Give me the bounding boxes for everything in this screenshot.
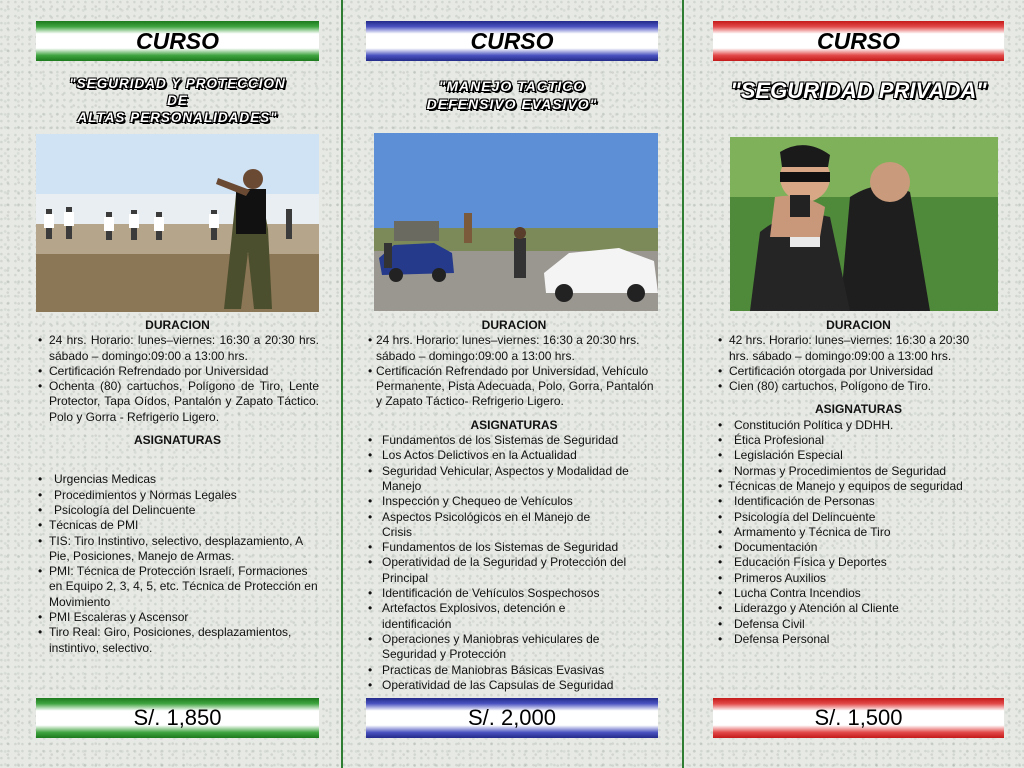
- list-item: • Procedimientos y Normas Legales: [36, 488, 319, 503]
- list-item: • PMI Escaleras y Ascensor: [36, 610, 319, 625]
- list-item: • Inspección y Chequeo de Vehículos: [366, 494, 662, 509]
- course-title-line: "MANEJO TACTICO: [438, 78, 586, 94]
- duracion-heading: DURACION: [145, 318, 210, 332]
- list-item: • TIS: Tiro Instintivo, selectivo, desplazamiento, A Pie, Posiciones, Manejo de Armas.: [36, 534, 319, 565]
- list-item: • Operaciones y Maniobras vehiculares de Seguridad y Protección: [366, 632, 662, 663]
- list-item: • Psicología del Delincuente: [36, 503, 319, 518]
- list-item: • Certificación Refrendado por Universidad, Vehículo Permanente, Pista Adecuada, Polo, Gorra, Pantalón y Zapato Táctico- Refrigerio Ligero.: [366, 364, 662, 410]
- bodyguards-photo: [730, 137, 998, 311]
- list-item: • Artefactos Explosivos, detención e identificación: [366, 601, 662, 632]
- course-title-line: DE: [167, 93, 188, 108]
- course-header-bar: [366, 21, 658, 61]
- duracion-list: [713, 333, 1004, 394]
- list-item: • Armamento y Técnica de Tiro: [716, 525, 1004, 540]
- list-item: • Legislación Especial: [716, 448, 1004, 463]
- duracion-list: [36, 333, 319, 425]
- list-item: • Psicología del Delincuente: [716, 510, 1004, 525]
- course-title: [713, 78, 1004, 104]
- price-bar: [36, 698, 319, 738]
- course-details: [36, 318, 319, 656]
- driving-course-photo: [374, 133, 658, 311]
- list-item: • Defensa Personal: [716, 632, 1004, 647]
- course-title-line: "SEGURIDAD Y PROTECCION: [69, 76, 286, 91]
- course-title-line: "SEGURIDAD PRIVADA": [730, 78, 987, 103]
- list-item: • Practicas de Maniobras Básicas Evasivas: [366, 663, 662, 678]
- course-details: [366, 318, 662, 693]
- list-item: • Educación Física y Deportes: [716, 555, 1004, 570]
- duracion-heading: DURACION: [481, 318, 547, 332]
- list-item: • PMI: Técnica de Protección Israelí, Formaciones en Equipo 2, 3, 4, 5, etc. Técnica de Protección en Movimiento: [36, 564, 319, 610]
- course-label: CURSO: [135, 27, 220, 54]
- course-title-line: DEFENSIVO EVASIVO": [426, 96, 598, 112]
- duracion-list: [366, 333, 662, 409]
- duracion-heading: DURACION: [826, 318, 891, 332]
- list-item: • Identificación de Personas: [716, 494, 1004, 509]
- list-item: • Urgencias Medicas: [36, 472, 319, 487]
- list-item: • Cien (80) cartuchos, Polígono de Tiro.: [716, 379, 1004, 394]
- list-item: • Seguridad Vehicular, Aspectos y Modalidad de Manejo: [366, 464, 662, 495]
- list-item: • Liderazgo y Atención al Cliente: [716, 601, 1004, 616]
- list-item: • Certificación Refrendado por Universidad: [36, 364, 319, 379]
- asignaturas-list: [366, 433, 662, 693]
- list-item: • Aspectos Psicológicos en el Manejo de Crisis: [366, 510, 662, 541]
- asignaturas-heading: ASIGNATURAS: [814, 402, 903, 417]
- list-item: • Los Actos Delictivos en la Actualidad: [366, 448, 662, 463]
- list-item: • Documentación: [716, 540, 1004, 555]
- list-item: • Ética Profesional: [716, 433, 1004, 448]
- list-item: • Ochenta (80) cartuchos, Polígono de Tiro, Lente Protector, Tapa Oídos, Pantalón y Zapato Táctico. Polo y Gorra - Refrigerio Ligero.: [36, 379, 319, 425]
- course-panel-1: [36, 0, 319, 768]
- course-title-line: ALTAS PERSONALIDADES": [77, 110, 278, 125]
- list-item: • 24 hrs. Horario: lunes–viernes: 16:30 a 20:30 hrs. sábado – domingo:09:00 a 13:00 hrs.: [366, 333, 662, 364]
- column-divider: [341, 0, 343, 768]
- course-panel-2: [366, 0, 658, 768]
- price-bar: [366, 698, 658, 738]
- list-item: • 24 hrs. Horario: lunes–viernes: 16:30 a 20:30 hrs. sábado – domingo:09:00 a 13:00 hrs.: [36, 333, 319, 364]
- column-divider: [682, 0, 684, 768]
- course-header-bar: [713, 21, 1004, 61]
- training-field-photo: [36, 134, 319, 312]
- price: S/. 1,500: [814, 705, 903, 730]
- course-panel-3: [713, 0, 1004, 768]
- list-item: • Normas y Procedimientos de Seguridad: [716, 464, 1004, 479]
- course-details: [713, 318, 1004, 647]
- list-item: • Fundamentos de los Sistemas de Seguridad: [366, 540, 662, 555]
- list-item: • Fundamentos de los Sistemas de Seguridad: [366, 433, 662, 448]
- list-item: • Operatividad de la Seguridad y Protección del Principal: [366, 555, 662, 586]
- course-header-bar: [36, 21, 319, 61]
- price: S/. 1,850: [133, 705, 222, 730]
- list-item: • Defensa Civil: [716, 617, 1004, 632]
- price: S/. 2,000: [467, 705, 557, 730]
- asignaturas-heading: ASIGNATURAS: [133, 433, 222, 448]
- list-item: • 42 hrs. Horario: lunes–viernes: 16:30 a 20:30 hrs. sábado – domingo:09:00 a 13:00 hrs.: [716, 333, 1004, 364]
- course-title: [366, 77, 658, 113]
- list-item: • Tiro Real: Giro, Posiciones, desplazamientos, instintivo, selectivo.: [36, 625, 319, 656]
- course-label: CURSO: [816, 27, 901, 54]
- price-bar: [713, 698, 1004, 738]
- list-item: • Técnicas de Manejo y equipos de seguridad: [716, 479, 1004, 494]
- list-item: • Constitución Política y DDHH.: [716, 418, 1004, 433]
- list-item: • Identificación de Vehículos Sospechosos: [366, 586, 662, 601]
- asignaturas-heading: ASIGNATURAS: [470, 417, 558, 432]
- course-label: CURSO: [470, 27, 554, 54]
- course-title: [36, 75, 319, 126]
- list-item: • Operatividad de las Capsulas de Seguridad: [366, 678, 662, 693]
- list-item: • Técnicas de PMI: [36, 518, 319, 533]
- list-item: • Primeros Auxilios: [716, 571, 1004, 586]
- asignaturas-list: [36, 472, 319, 656]
- list-item: • Certificación otorgada por Universidad: [716, 364, 1004, 379]
- list-item: • Lucha Contra Incendios: [716, 586, 1004, 601]
- asignaturas-list: [713, 418, 1004, 647]
